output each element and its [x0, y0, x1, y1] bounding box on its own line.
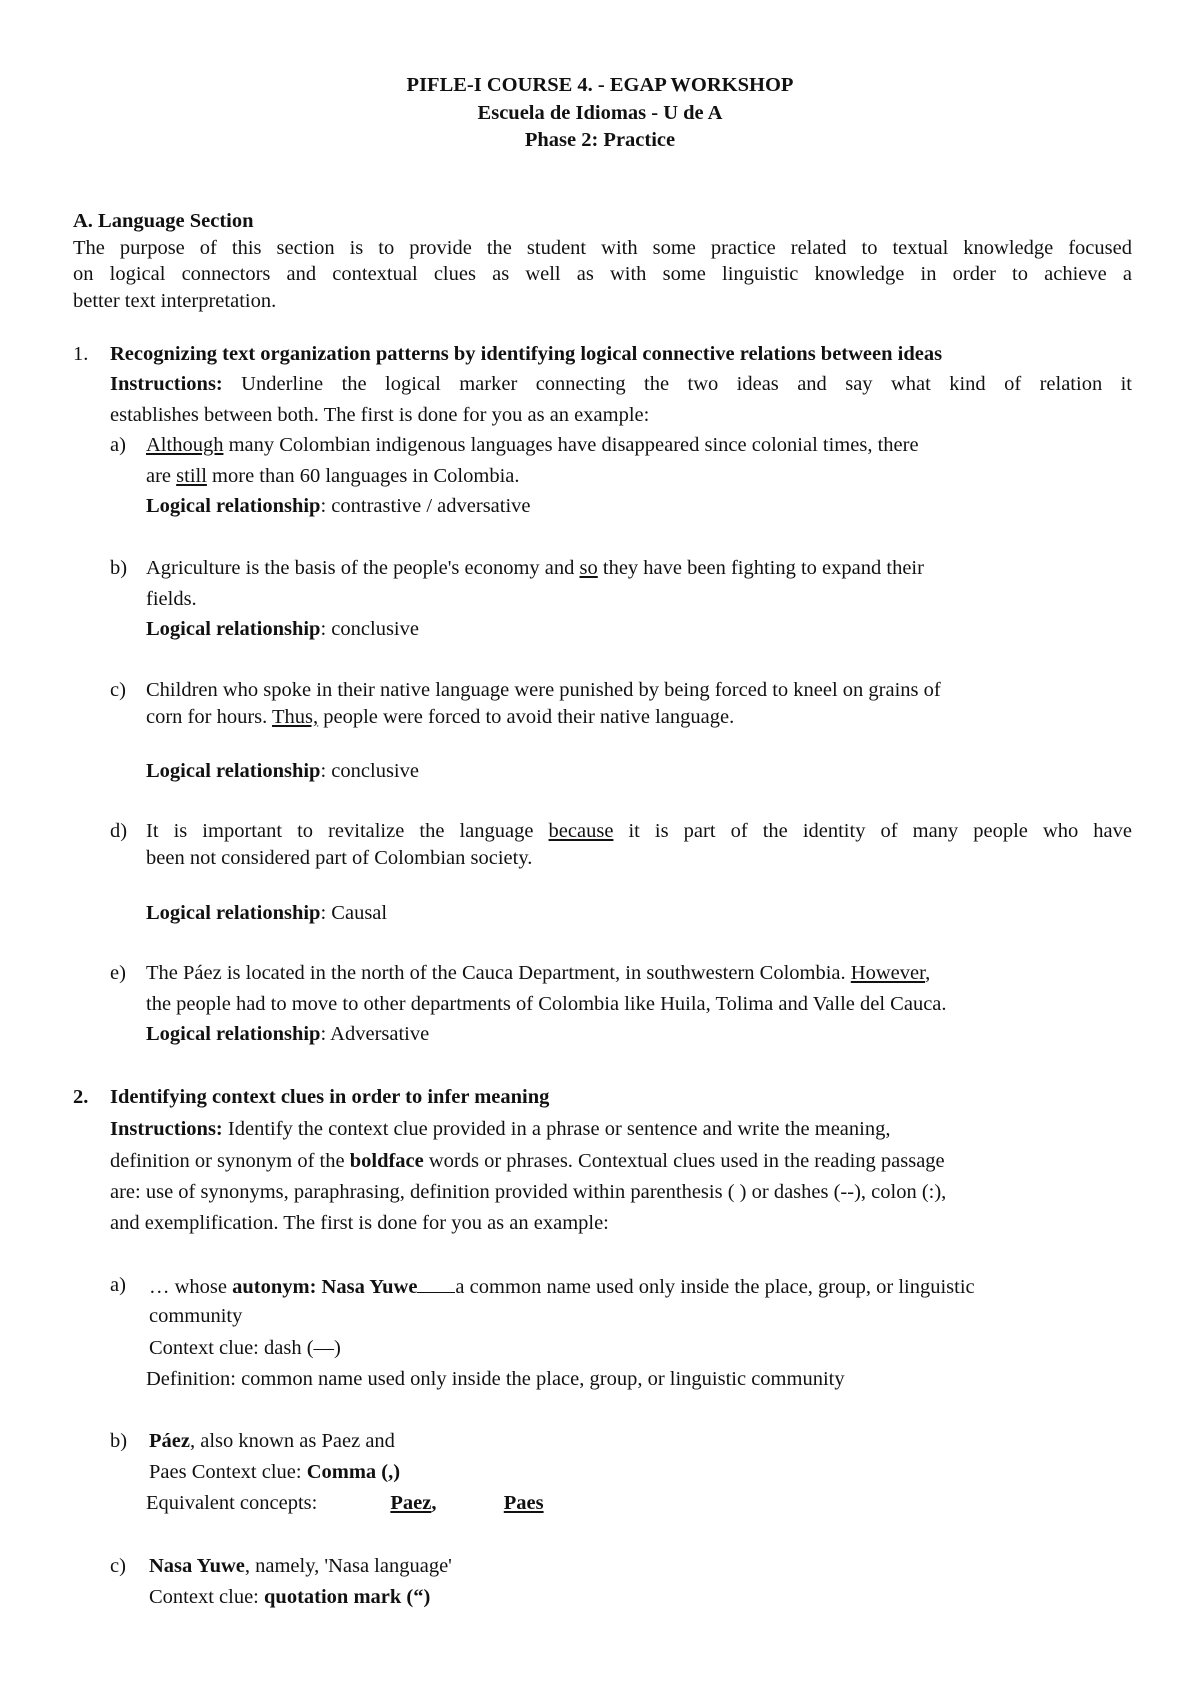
q1-title: Recognizing text organization patterns by identifying logical connective relations between ideas	[110, 343, 943, 365]
q2-instructions-line3: are: use of synonyms, paraphrasing, definition provided within parenthesis ( ) or dashes (--), colon (:),	[110, 1181, 947, 1203]
q1b-line2: fields.	[146, 588, 197, 610]
q1a-line1: Although many Colombian indigenous languages have disappeared since colonial times, there	[146, 434, 919, 456]
answer-paes: Paes	[503, 1492, 544, 1514]
q2-number: 2.	[73, 1086, 89, 1108]
instructions-label: Instructions:	[110, 373, 223, 395]
section-a-para-line2: on logical connectors and contextual clues as well as with some linguistic knowledge in order to achieve a	[73, 263, 1132, 285]
q1a-relationship: Logical relationship: contrastive / adversative	[146, 495, 531, 517]
q1-instructions-line2: establishes between both. The first is done for you as an example:	[110, 404, 650, 426]
q2a-context-clue: Context clue: dash (—)	[149, 1337, 341, 1359]
q1e-relationship: Logical relationship: Adversative	[146, 1023, 430, 1045]
q2b-line1: Páez, also known as Paez and	[149, 1430, 395, 1452]
doc-phase: Phase 2: Practice	[524, 129, 676, 151]
doc-title: PIFLE-I COURSE 4. - EGAP WORKSHOP	[406, 74, 794, 96]
q1d-line1: It is important to revitalize the language because it is part of the identity of many people who have	[146, 820, 1132, 842]
q2-instructions-line1: Instructions: Identify the context clue provided in a phrase or sentence and write the meaning,	[110, 1118, 891, 1140]
underlined-marker: because	[548, 820, 614, 842]
q1-number: 1.	[73, 343, 89, 365]
q1b-line1: Agriculture is the basis of the people's economy and so they have been fighting to expand their	[146, 557, 924, 579]
section-a-title: A. Language Section	[73, 210, 254, 232]
q1a-marker: a)	[110, 434, 126, 456]
doc-subtitle: Escuela de Idiomas - U de A	[477, 102, 723, 124]
q2-instructions-line2: definition or synonym of the boldface words or phrases. Contextual clues used in the reading passage	[110, 1150, 945, 1172]
q1d-marker: d)	[110, 820, 128, 842]
q2-title: Identifying context clues in order to infer meaning	[110, 1086, 550, 1108]
q1b-marker: b)	[110, 557, 128, 579]
q2b-context-clue: Paes Context clue: Comma (,)	[149, 1461, 401, 1483]
q1d-line2: been not considered part of Colombian society.	[146, 847, 533, 869]
answer-blank	[417, 1272, 455, 1293]
q2-instructions-line4: and exemplification. The first is done for you as an example:	[110, 1212, 609, 1234]
q1d-relationship: Logical relationship: Causal	[146, 902, 388, 924]
q1e-marker: e)	[110, 962, 126, 984]
q1c-line1: Children who spoke in their native language were punished by being forced to kneel on grains of	[146, 679, 941, 701]
underlined-marker: still	[176, 465, 207, 487]
q1c-marker: c)	[110, 679, 126, 701]
q1c-relationship: Logical relationship: conclusive	[146, 760, 419, 782]
q2a-line1: … whose autonym: Nasa Yuwe a common name used only inside the place, group, or linguistic	[149, 1272, 975, 1300]
q1-instructions-line1: Instructions: Underline the logical marker connecting the two ideas and say what kind of relation it	[110, 373, 1132, 395]
q2a-marker: a)	[110, 1274, 126, 1296]
answer-paez: Paez	[390, 1492, 432, 1514]
underlined-marker: so	[579, 557, 598, 579]
q2a-definition: Definition: common name used only inside the place, group, or linguistic community	[146, 1368, 845, 1390]
q1b-relationship: Logical relationship: conclusive	[146, 618, 419, 640]
q2b-equivalent-concepts: Equivalent concepts: Paez, Paes	[146, 1492, 544, 1514]
section-a-para-line1: The purpose of this section is to provide the student with some practice related to textual knowledge focused	[73, 237, 1132, 259]
q2b-marker: b)	[110, 1430, 128, 1452]
q1e-line1: The Páez is located in the north of the Cauca Department, in southwestern Colombia. However,	[146, 962, 931, 984]
q2a-line2: community	[149, 1305, 243, 1327]
q2c-line1: Nasa Yuwe, namely, 'Nasa language'	[149, 1555, 452, 1577]
section-a-para-line3: better text interpretation.	[73, 290, 277, 312]
underlined-marker: Thus,	[272, 706, 319, 728]
q1a-line2: are still more than 60 languages in Colombia.	[146, 465, 520, 487]
q1c-line2: corn for hours. Thus, people were forced to avoid their native language.	[146, 706, 735, 728]
underlined-marker: Although	[146, 434, 224, 456]
underlined-marker: However	[850, 962, 926, 984]
q2c-marker: c)	[110, 1555, 126, 1577]
q2c-context-clue: Context clue: quotation mark (“)	[149, 1586, 431, 1608]
q1e-line2: the people had to move to other departments of Colombia like Huila, Tolima and Valle del Cauca.	[146, 993, 947, 1015]
instructions-label: Instructions:	[110, 1118, 223, 1140]
